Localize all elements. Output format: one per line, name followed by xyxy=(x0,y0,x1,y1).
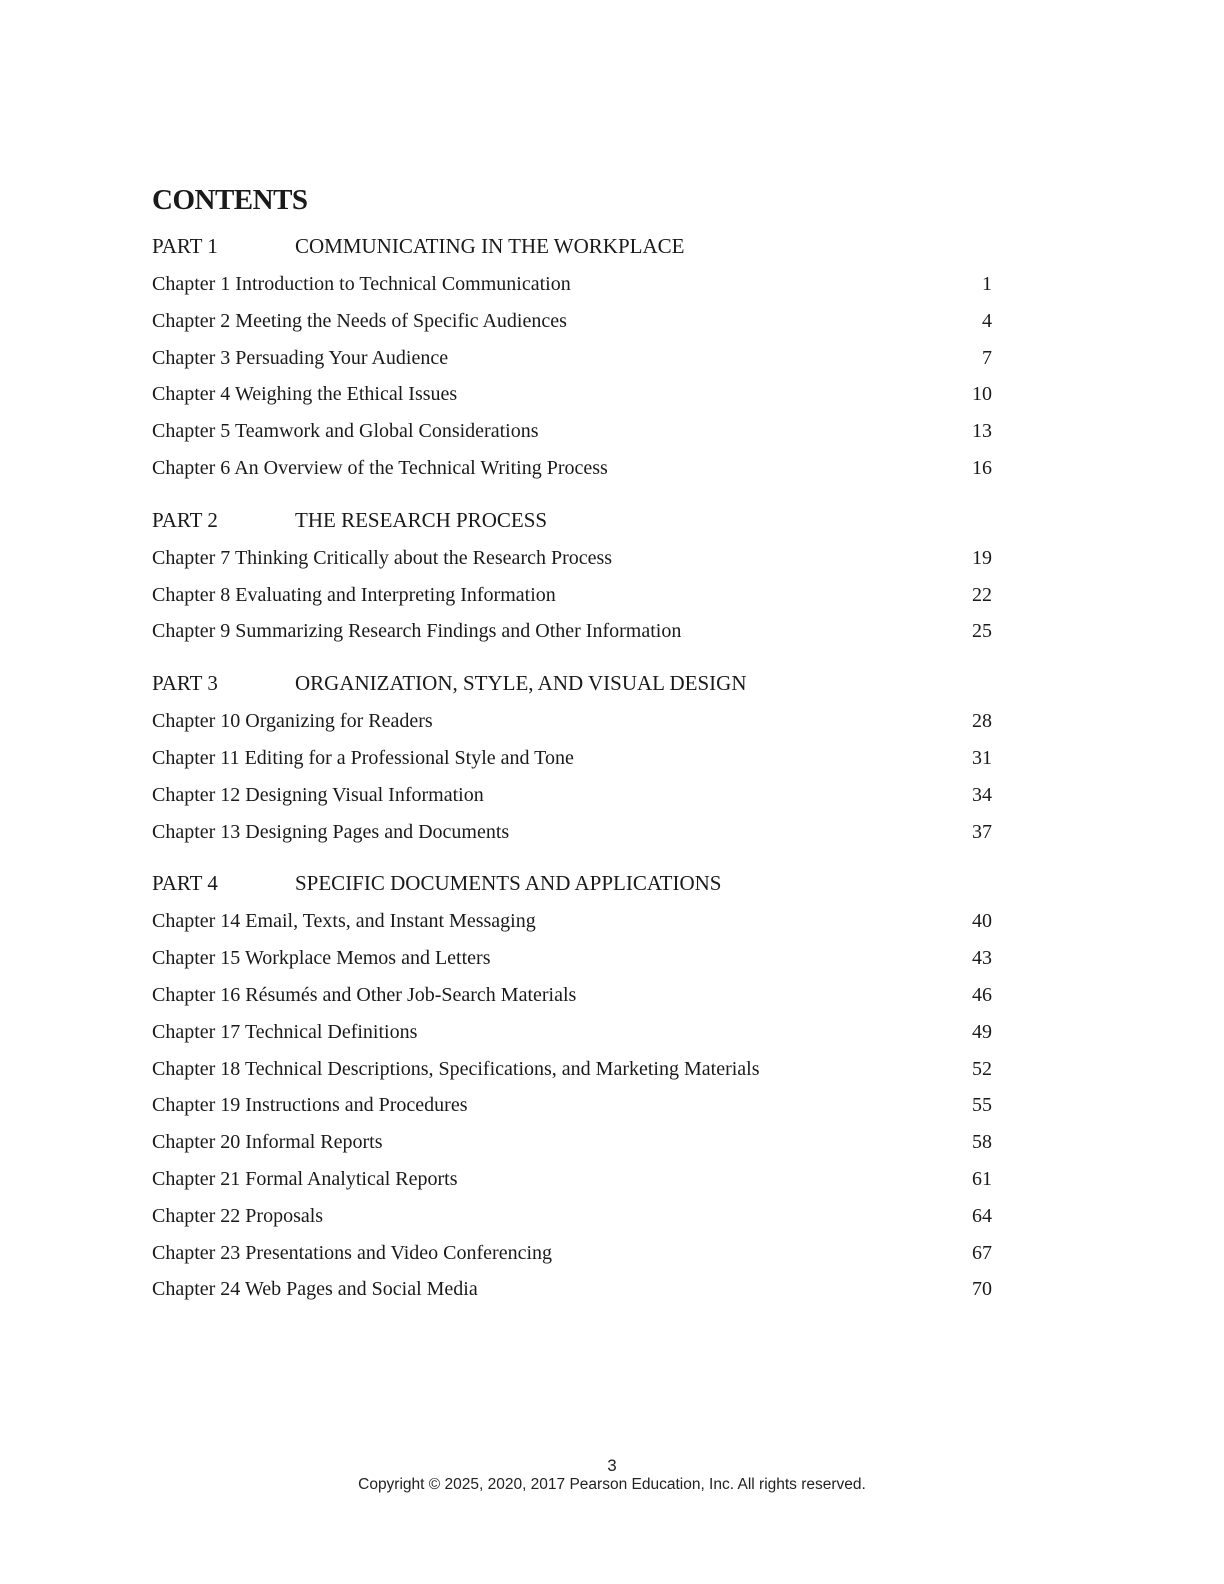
chapter-title: Chapter 1 Introduction to Technical Communication xyxy=(152,273,571,295)
toc-chapter-entry[interactable] xyxy=(152,1198,992,1235)
chapter-title: Chapter 14 Email, Texts, and Instant Messaging xyxy=(152,910,536,933)
chapter-page-number: 4 xyxy=(982,309,992,332)
page-title: CONTENTS xyxy=(152,184,308,216)
toc-chapter-entry[interactable] xyxy=(152,777,992,814)
chapter-title: Chapter 18 Technical Descriptions, Specifications, and Marketing Materials xyxy=(152,1057,760,1080)
chapter-page-number: 55 xyxy=(972,1094,992,1117)
chapter-page-number: 31 xyxy=(972,746,992,769)
toc-part xyxy=(152,863,992,1308)
chapter-title: Chapter 24 Web Pages and Social Media xyxy=(152,1278,478,1301)
chapter-page-number: 49 xyxy=(972,1020,992,1043)
chapter-title: Chapter 12 Designing Visual Information xyxy=(152,783,484,806)
chapter-page-number: 7 xyxy=(982,346,992,369)
toc-chapter-entry[interactable] xyxy=(152,303,992,340)
chapter-page-number: 43 xyxy=(972,947,992,970)
toc-chapter-entry[interactable] xyxy=(152,266,992,303)
chapter-title: Chapter 8 Evaluating and Interpreting Information xyxy=(152,583,556,606)
toc-chapter-entry[interactable] xyxy=(152,977,992,1014)
chapter-page-number: 13 xyxy=(972,420,992,443)
chapter-title: Chapter 2 Meeting the Needs of Specific Audiences xyxy=(152,309,567,332)
chapter-title: Chapter 7 Thinking Critically about the Research Process xyxy=(152,546,613,569)
chapter-page-number: 52 xyxy=(972,1057,992,1080)
toc-chapter-entry[interactable] xyxy=(152,740,992,777)
toc-chapter-entry[interactable] xyxy=(152,1271,992,1308)
toc-chapter-entry[interactable] xyxy=(152,577,992,614)
toc-chapter-entry[interactable] xyxy=(152,613,992,650)
toc-chapter-entry[interactable] xyxy=(152,340,992,377)
chapter-page-number: 22 xyxy=(972,583,992,606)
chapter-title: Chapter 9 Summarizing Research Findings and Other Information xyxy=(152,620,682,643)
part-heading xyxy=(152,226,992,266)
part-heading xyxy=(152,500,992,540)
chapter-title: Chapter 6 An Overview of the Technical Writing Process xyxy=(152,456,608,479)
toc-chapter-entry[interactable] xyxy=(152,413,992,450)
chapter-page-number: 64 xyxy=(972,1204,992,1227)
chapter-page-number: 37 xyxy=(972,820,992,843)
table-of-contents xyxy=(152,226,992,1321)
toc-chapter-entry[interactable] xyxy=(152,1124,992,1161)
part-number: PART 3 xyxy=(152,671,218,696)
chapter-title: Chapter 22 Proposals xyxy=(152,1204,324,1227)
part-number: PART 2 xyxy=(152,507,218,532)
part-title: THE RESEARCH PROCESS xyxy=(295,507,548,532)
chapter-page-number: 16 xyxy=(972,456,992,479)
toc-chapter-entry[interactable] xyxy=(152,1051,992,1088)
chapter-title: Chapter 13 Designing Pages and Documents xyxy=(152,820,510,843)
part-number: PART 4 xyxy=(152,871,218,896)
toc-chapter-entry[interactable] xyxy=(152,1235,992,1272)
chapter-page-number: 61 xyxy=(972,1167,992,1190)
chapter-page-number: 46 xyxy=(972,983,992,1006)
toc-part xyxy=(152,663,992,850)
toc-part xyxy=(152,226,992,487)
toc-chapter-entry[interactable] xyxy=(152,376,992,413)
chapter-page-number: 67 xyxy=(972,1241,992,1264)
chapter-title: Chapter 5 Teamwork and Global Considerations xyxy=(152,420,539,443)
part-heading xyxy=(152,663,992,703)
part-number: PART 1 xyxy=(152,234,218,258)
toc-chapter-entry[interactable] xyxy=(152,1087,992,1124)
chapter-page-number: 40 xyxy=(972,910,992,933)
toc-chapter-entry[interactable] xyxy=(152,1161,992,1198)
chapter-title: Chapter 3 Persuading Your Audience xyxy=(152,346,449,369)
chapter-title: Chapter 16 Résumés and Other Job-Search Materials xyxy=(152,983,577,1006)
chapter-title: Chapter 20 Informal Reports xyxy=(152,1131,383,1154)
chapter-page-number: 25 xyxy=(972,620,992,643)
part-heading xyxy=(152,863,992,903)
chapter-page-number: 10 xyxy=(972,383,992,406)
page-number: 3 xyxy=(607,1456,617,1475)
toc-part xyxy=(152,500,992,650)
toc-chapter-entry[interactable] xyxy=(152,703,992,740)
chapter-title: Chapter 21 Formal Analytical Reports xyxy=(152,1167,458,1190)
toc-chapter-entry[interactable] xyxy=(152,450,992,487)
chapter-page-number: 34 xyxy=(972,783,992,806)
toc-chapter-entry[interactable] xyxy=(152,940,992,977)
chapter-title: Chapter 19 Instructions and Procedures xyxy=(152,1094,468,1117)
part-title: ORGANIZATION, STYLE, AND VISUAL DESIGN xyxy=(295,671,747,696)
chapter-title: Chapter 15 Workplace Memos and Letters xyxy=(152,947,491,970)
part-title: COMMUNICATING IN THE WORKPLACE xyxy=(295,234,685,258)
toc-chapter-entry[interactable] xyxy=(152,540,992,577)
toc-chapter-entry[interactable] xyxy=(152,903,992,940)
toc-chapter-entry[interactable] xyxy=(152,814,992,851)
chapter-title: Chapter 10 Organizing for Readers xyxy=(152,710,433,733)
copyright-notice: Copyright © 2025, 2020, 2017 Pearson Education, Inc. All rights reserved. xyxy=(358,1476,866,1493)
chapter-title: Chapter 4 Weighing the Ethical Issues xyxy=(152,383,458,406)
part-title: SPECIFIC DOCUMENTS AND APPLICATIONS xyxy=(295,871,722,896)
toc-chapter-entry[interactable] xyxy=(152,1014,992,1051)
chapter-title: Chapter 17 Technical Definitions xyxy=(152,1020,418,1043)
chapter-title: Chapter 23 Presentations and Video Conferencing xyxy=(152,1241,552,1264)
chapter-page-number: 28 xyxy=(972,710,992,733)
chapter-page-number: 19 xyxy=(972,546,992,569)
chapter-page-number: 1 xyxy=(982,273,992,295)
chapter-page-number: 58 xyxy=(972,1131,992,1154)
chapter-page-number: 70 xyxy=(972,1278,992,1301)
chapter-title: Chapter 11 Editing for a Professional Style and Tone xyxy=(152,746,574,769)
